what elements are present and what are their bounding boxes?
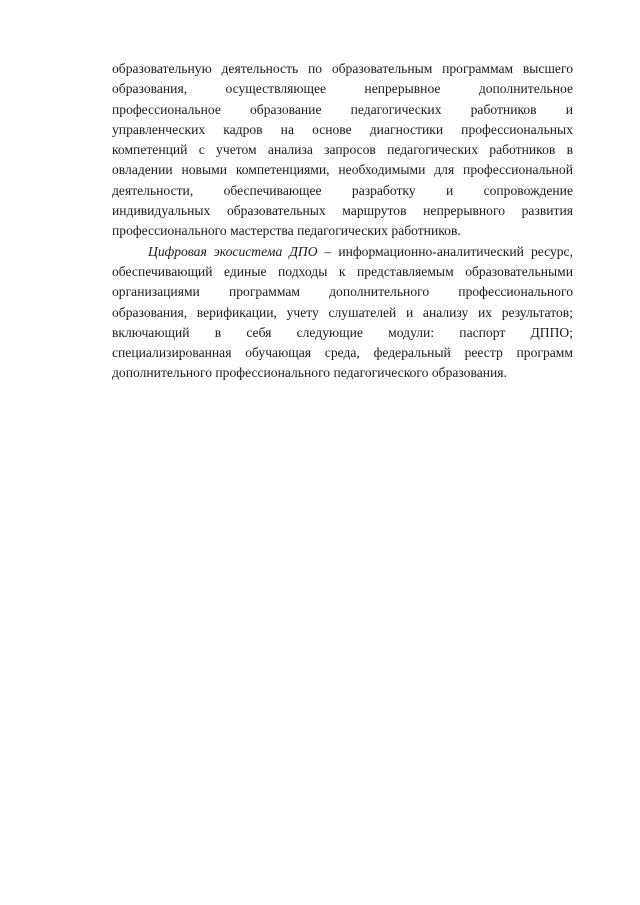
paragraph-2-line-2: обеспечивающий единые подходы к представляемым образовательными [112, 263, 573, 279]
definition-start: – информационно-аналитический ресурс, [317, 243, 573, 259]
paragraph-2-line-1 [112, 242, 573, 262]
paragraph-2-line-4: образования, верификации, учету слушателей и анализу их результатов; [112, 304, 573, 320]
paragraph-2 [112, 242, 573, 384]
paragraph-1-line-7: деятельности, обеспечивающее разработку и сопровождение [112, 182, 573, 198]
document-body [112, 59, 573, 384]
paragraph-2-line-7: дополнительного профессионального педагогического образования. [112, 365, 507, 381]
paragraph-1-line-2: образования, осуществляющее непрерывное дополнительное [112, 81, 573, 97]
paragraph-1-line-8: индивидуальных образовательных маршрутов непрерывного развития [112, 203, 573, 219]
paragraph-1-line-9: профессионального мастерства педагогических работников. [112, 223, 461, 239]
paragraph-1-line-5: компетенций с учетом анализа запросов педагогических работников в [112, 142, 573, 158]
defined-term: Цифровая экосистема ДПО [148, 243, 318, 259]
paragraph-2-line-5: включающий в себя следующие модули: паспорт ДППО; [112, 324, 573, 340]
paragraph-1-line-6: овладении новыми компетенциями, необходимыми для профессиональной [112, 162, 573, 178]
paragraph-1-line-3: профессиональное образование педагогических работников и [112, 101, 573, 117]
paragraph-1-line-1: образовательную деятельность по образовательным программам высшего [112, 61, 573, 76]
paragraph-2-line-3: организациями программам дополнительного профессионального [112, 284, 573, 300]
paragraph-1-line-4: управленческих кадров на основе диагностики профессиональных [112, 121, 573, 137]
paragraph-1 [112, 59, 573, 242]
paragraph-2-line-6: специализированная обучающая среда, федеральный реестр программ [112, 345, 573, 361]
